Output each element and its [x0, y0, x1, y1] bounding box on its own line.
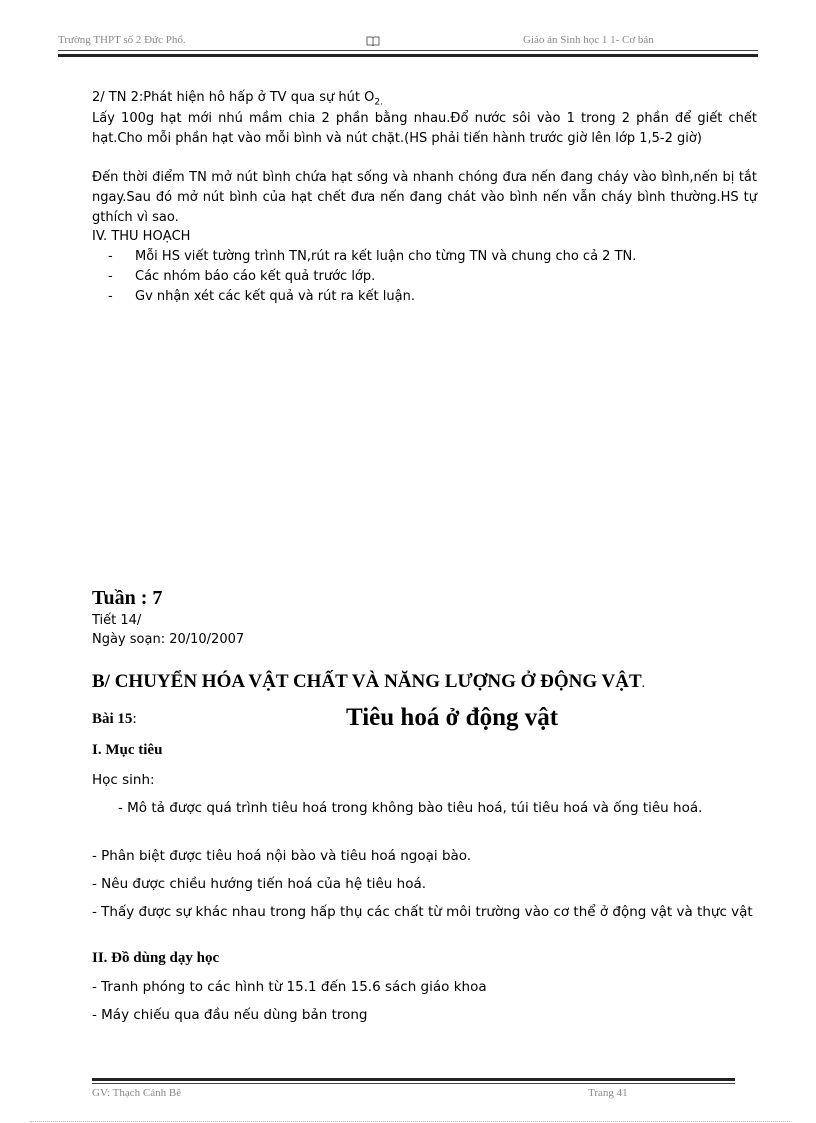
header-school: Trường THPT số 2 Đức Phổ. — [58, 34, 186, 46]
list-item: - Thấy được sự khác nhau trong hấp thụ các chất từ môi trường vào cơ thể ở động vật và thực vật — [92, 904, 753, 920]
heading-do-dung: II. Đồ dùng dạy học — [92, 950, 220, 966]
lesson-title: Tiêu hoá ở động vật — [346, 704, 559, 731]
footer-teacher: GV: Thạch Cảnh Bê — [92, 1087, 182, 1099]
tn2-title: 2/ TN 2:Phát hiện hô hấp ở TV qua sự hút $O_{2.}$ — [92, 90, 383, 108]
list-item: - Gv nhận xét các kết quả và rút ra kết luận. — [108, 289, 415, 304]
header-subject: Giáo án Sinh học 1 1- Cơ bản — [523, 34, 654, 46]
footer-rule-thick — [92, 1078, 735, 1081]
page-number: Trang 41 — [588, 1087, 628, 1099]
list-item: - Máy chiếu qua đầu nếu dùng bản trong — [92, 1007, 368, 1023]
lesson-label: Bài 15: — [92, 711, 137, 727]
footer-rule — [92, 1083, 735, 1084]
list-item: - Các nhóm báo cáo kết quả trước lớp. — [108, 269, 376, 284]
heading-thu-hoach: IV. THU HOẠCH — [92, 229, 191, 244]
prepared-date: Ngày soạn: 20/10/2007 — [92, 632, 245, 647]
week-label: Tuần : 7 — [92, 587, 163, 609]
list-item: - Mỗi HS viết tường trình TN,rút ra kết luận cho từng TN và chung cho cả 2 TN. — [108, 249, 637, 264]
list-item: - Mô tả được quá trình tiêu hoá trong không bào tiêu hoá, túi tiêu hoá và ống tiêu hoá. — [118, 800, 703, 816]
list-item: - Tranh phóng to các hình từ 15.1 đến 15.6 sách giáo khoa — [92, 979, 487, 995]
book-icon — [366, 33, 380, 51]
page-bottom-border — [30, 1121, 790, 1122]
heading-muc-tieu: I. Mục tiêu — [92, 742, 163, 758]
list-item: - Nêu được chiều hướng tiến hoá của hệ tiêu hoá. — [92, 876, 427, 892]
section-b-title: B/ CHUYỂN HÓA VẬT CHẤT VÀ NĂNG LƯỢNG Ở ĐỘNG VẬT. — [92, 671, 646, 692]
header-rule — [58, 50, 758, 51]
period-label: Tiết 14/ — [92, 613, 142, 628]
hoc-sinh-label: Học sinh: — [92, 772, 155, 788]
header-rule-thick — [58, 54, 758, 57]
list-item: - Phân biệt được tiêu hoá nội bào và tiêu hoá ngoại bào. — [92, 848, 472, 864]
tn2-para-1: Lấy 100g hạt mới nhú mầm chia 2 phần bằng nhau.Đổ nước sôi vào 1 trong 2 phần để giết chết hạt.Cho mỗi phần hạt vào mỗi bình và nút chặt.(HS phải tiến hành trước giờ lên lớp 1,5-2 giờ) — [92, 111, 757, 146]
tn2-para-2: Đến thời điểm TN mở nút bình chứa hạt sống và nhanh chóng đưa nến đang cháy vào bình,nến bị tắt ngay.Sau đó mở nút bình của hạt chết đưa nến đang chát vào bình nến vẫn cháy bình thường.HS tự gthích vì sao. — [92, 170, 757, 225]
